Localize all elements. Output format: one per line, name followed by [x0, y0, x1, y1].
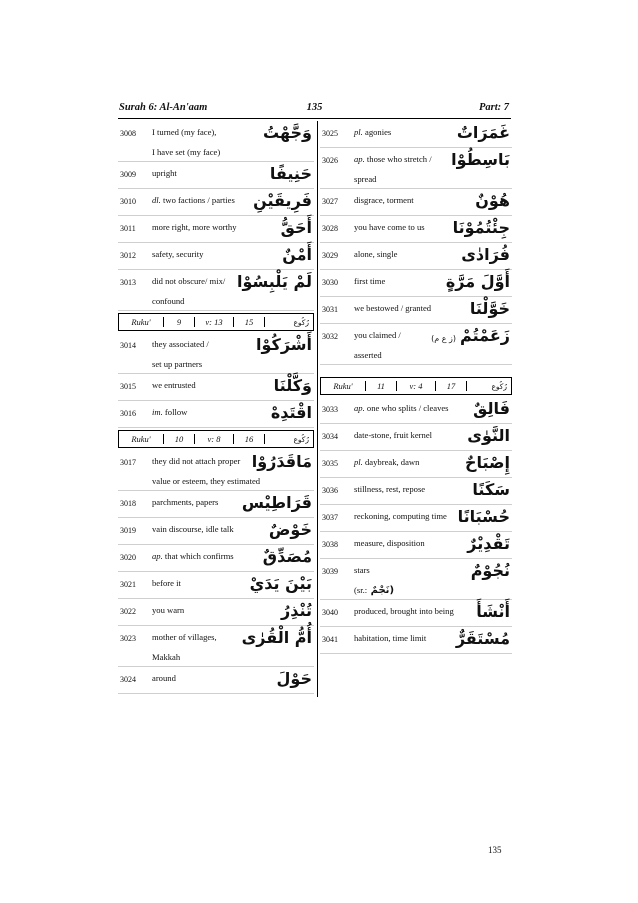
arabic-word: مُسْتَقَرٌّ: [455, 629, 510, 648]
meaning-continuation: [118, 292, 184, 310]
vocab-entry: [320, 216, 512, 243]
ruku-arabic: رُكُوع: [293, 434, 309, 444]
footer-page-number: 135: [488, 845, 502, 855]
arabic-word: زَعَمْتُمْ(ز ع م): [431, 326, 510, 345]
entry-number: 3012: [120, 251, 136, 260]
entry-number: 3018: [120, 499, 136, 508]
ruku-count: 15: [234, 317, 265, 327]
entry-number: 3028: [322, 224, 338, 233]
singular-arabic: نَجْمٌ): [367, 585, 395, 596]
arabic-word: حَوْلَ: [276, 669, 312, 688]
arabic-word: غَمَرَاتٌ: [456, 123, 510, 142]
meaning-text: alone, single: [354, 249, 398, 259]
ruku-arabic: رُكُوع: [293, 317, 309, 327]
meaning-text: produced, brought into being: [354, 606, 454, 616]
arabic-word: النَّوٰى: [467, 426, 510, 445]
vocab-entry: [118, 401, 314, 428]
vocab-entry: [320, 397, 512, 424]
meaning-text: two factions / parties: [163, 195, 235, 205]
vocab-entry: [118, 545, 314, 572]
vocab-entry: [320, 297, 512, 324]
continuation-text: confound: [152, 296, 185, 306]
vocab-entry: [320, 627, 512, 654]
ruku-number: 9: [164, 317, 195, 327]
arabic-word: إِصْبَاحٌ: [464, 453, 510, 472]
root-letters: (ز ع م): [431, 334, 457, 343]
meaning-text: did not obscure/ mix/: [152, 276, 226, 286]
vocab-entry: [118, 450, 314, 491]
arabic-word: حَنِيفًا: [269, 164, 312, 183]
arabic-word: فَرِيقَيْنِ: [253, 191, 312, 210]
meaning-text: you have come to us: [354, 222, 425, 232]
entry-number: 3040: [322, 608, 338, 617]
header-page-number: 135: [306, 102, 323, 113]
meaning-text: daybreak, dawn: [365, 457, 420, 467]
entry-number: 3023: [120, 634, 136, 643]
entry-number: 3019: [120, 526, 136, 535]
ruku-box: [118, 430, 314, 448]
continuation-text: spread: [354, 174, 377, 184]
vocab-entry: [320, 532, 512, 559]
vocab-entry: [118, 518, 314, 545]
part-of-speech: ap.: [152, 551, 163, 561]
meaning-continuation: [118, 355, 202, 373]
vocab-entry: [320, 600, 512, 627]
meaning-text: we entrusted: [152, 380, 196, 390]
meaning-text: around: [152, 673, 176, 683]
vocab-entry: [118, 189, 314, 216]
continuation-text: asserted: [354, 350, 382, 360]
meaning-text: more right, more worthy: [152, 222, 237, 232]
arabic-word: سَكَنًا: [472, 480, 510, 499]
meaning-continuation: [118, 143, 220, 161]
continuation-text: Makkah: [152, 652, 181, 662]
vocab-entry: [118, 121, 314, 162]
arabic-word: أَمْنٌ: [282, 245, 312, 264]
vocab-entry: [320, 505, 512, 532]
vocab-entry: [118, 162, 314, 189]
vocab-entry: [118, 626, 314, 667]
entry-number: 3010: [120, 197, 136, 206]
arabic-word: وَكَّلْنَا: [273, 376, 312, 395]
meaning-continuation: [320, 581, 394, 600]
part-of-speech: im.: [152, 407, 163, 417]
arabic-word: أُمُّ الْقُرٰى: [241, 628, 312, 647]
ruku-label: Ruku': [119, 434, 164, 444]
arabic-word: أَنْشَأَ: [476, 602, 510, 621]
ruku-box: [118, 313, 314, 331]
vocab-entry: [320, 424, 512, 451]
arabic-word: وَجَّهْتُ: [263, 123, 312, 142]
part-of-speech: ap.: [354, 403, 365, 413]
entry-number: 3013: [120, 278, 136, 287]
arabic-word: جِئْتُمُوْنَا: [452, 218, 510, 237]
entry-number: 3025: [322, 129, 338, 138]
meaning-text: one who splits / cleaves: [366, 403, 449, 413]
arabic-word: أَحَقُّ: [280, 218, 312, 237]
meaning-continuation: [118, 648, 180, 666]
entry-number: 3034: [322, 432, 338, 441]
ruku-verses: v: 13: [195, 317, 234, 327]
arabic-word: هُوْنٌ: [475, 191, 510, 210]
ruku-label: Ruku': [119, 317, 164, 327]
meaning-text: first time: [354, 276, 386, 286]
meaning-text: we bestowed / granted: [354, 303, 432, 313]
arabic-word: بَيْنَ يَدَيْ: [249, 574, 312, 593]
continuation-text: (sr.:: [354, 585, 368, 595]
entry-number: 3016: [120, 409, 136, 418]
entry-number: 3017: [120, 458, 136, 467]
arabic-word: قَرَاطِيْس: [241, 493, 312, 512]
vocab-entry: [320, 451, 512, 478]
entry-number: 3011: [120, 224, 136, 233]
meaning-text: habitation, time limit: [354, 633, 427, 643]
meaning-text: disgrace, torment: [354, 195, 414, 205]
meaning-text: measure, disposition: [354, 538, 425, 548]
arabic-word: فَالِقٌ: [473, 399, 510, 418]
arabic-word: أَوَّلَ مَرَّةٍ: [445, 272, 510, 291]
page-header: [118, 100, 511, 119]
meaning-text: follow: [164, 407, 188, 417]
meaning-text: stars: [354, 565, 370, 575]
entry-number: 3039: [322, 567, 338, 576]
entry-number: 3008: [120, 129, 136, 138]
ruku-verses: v: 8: [195, 434, 234, 444]
vocab-entry: [118, 216, 314, 243]
meaning-text: those who stretch /: [366, 154, 432, 164]
entry-number: 3033: [322, 405, 338, 414]
entry-number: 3027: [322, 197, 338, 206]
entry-number: 3024: [120, 675, 136, 684]
entry-number: 3022: [120, 607, 136, 616]
entry-number: 3031: [322, 305, 338, 314]
vocab-entry: [320, 243, 512, 270]
meaning-text: stillness, rest, repose: [354, 484, 426, 494]
vocab-entry: [118, 374, 314, 401]
arabic-word: خَوْضٌ: [268, 520, 312, 539]
part-of-speech: dl.: [152, 195, 161, 205]
continuation-text: value or esteem, they estimated: [152, 476, 261, 486]
entry-number: 3015: [120, 382, 136, 391]
meaning-text: they did not attach proper: [152, 456, 241, 466]
entry-number: 3014: [120, 341, 136, 350]
entry-number: 3030: [322, 278, 338, 287]
entry-number: 3029: [322, 251, 338, 260]
left-column: [118, 121, 314, 694]
ruku-verses: v: 4: [397, 381, 436, 391]
arabic-word: مَاقَدَرُوْا: [251, 452, 312, 471]
vocab-entry: [118, 599, 314, 626]
vocab-entry: [118, 491, 314, 518]
meaning-text: date-stone, fruit kernel: [354, 430, 433, 440]
meaning-text: mother of villages,: [152, 632, 217, 642]
meaning-text: I turned (my face),: [152, 127, 217, 137]
meaning-text: safety, security: [152, 249, 204, 259]
entry-number: 3020: [120, 553, 136, 562]
vocab-entry: [320, 189, 512, 216]
arabic-word: نُجُوْمٌ: [470, 561, 510, 580]
meaning-continuation: [320, 346, 382, 364]
entry-number: 3026: [322, 156, 338, 165]
entry-number: 3035: [322, 459, 338, 468]
ruku-arabic: رُكُوع: [491, 381, 507, 391]
meaning-text: you claimed /: [354, 330, 401, 340]
continuation-text: set up partners: [152, 359, 203, 369]
meaning-continuation: [320, 170, 376, 188]
ruku-box: [320, 377, 512, 395]
arabic-word: فُرَادٰى: [461, 245, 510, 264]
arabic-word: بَاسِطُوْا: [451, 150, 510, 169]
meaning-text: they associated /: [152, 339, 209, 349]
right-column: [320, 121, 512, 654]
part-of-speech: pl.: [354, 127, 363, 137]
vocab-entry: [320, 270, 512, 297]
vocab-entry: [118, 667, 314, 694]
ruku-label: Ruku': [321, 381, 366, 391]
continuation-text: I have set (my face): [152, 147, 221, 157]
vocab-entry: [118, 333, 314, 374]
part-label: Part: 7: [478, 102, 509, 113]
entry-number: 3038: [322, 540, 338, 549]
arabic-word: حُسْبَانًا: [457, 507, 510, 526]
vocab-entry: [320, 148, 512, 189]
arabic-word: خَوَّلْنَا: [469, 299, 510, 318]
arabic-word: تُنْذِرُ: [281, 601, 312, 620]
meaning-text: agonies: [365, 127, 392, 137]
arabic-word: تَقْدِيْرٌ: [467, 534, 510, 553]
vocab-entry: [320, 324, 512, 365]
meaning-text: you warn: [152, 605, 185, 615]
meaning-text: upright: [152, 168, 177, 178]
meaning-text: that which confirms: [164, 551, 234, 561]
part-of-speech: pl.: [354, 457, 363, 467]
entry-number: 3032: [322, 332, 338, 341]
arabic-word: أَشْرَكُوْا: [256, 335, 312, 354]
meaning-text: vain discourse, idle talk: [152, 524, 234, 534]
ruku-count: 16: [234, 434, 265, 444]
vocab-entry: [320, 121, 512, 148]
arabic-word: لَمْ يَلْبِسُوْا: [237, 272, 312, 291]
ruku-number: 10: [164, 434, 195, 444]
vocab-entry: [320, 559, 512, 600]
meaning-text: before it: [152, 578, 181, 588]
entry-number: 3036: [322, 486, 338, 495]
column-divider: [317, 121, 318, 697]
vocab-entry: [118, 243, 314, 270]
meaning-text: reckoning, computing time: [354, 511, 447, 521]
meaning-text: parchments, papers: [152, 497, 219, 507]
meaning-continuation: [118, 472, 260, 490]
vocab-entry: [320, 478, 512, 505]
entry-number: 3041: [322, 635, 338, 644]
entry-number: 3021: [120, 580, 136, 589]
vocab-entry: [118, 270, 314, 311]
part-of-speech: ap.: [354, 154, 365, 164]
entry-number: 3037: [322, 513, 338, 522]
arabic-word: اقْتَدِهْ: [270, 403, 312, 422]
ruku-count: 17: [436, 381, 467, 391]
entry-number: 3009: [120, 170, 136, 179]
vocab-entry: [118, 572, 314, 599]
arabic-word: مُصَدِّقٌ: [262, 547, 312, 566]
surah-title: Surah 6: Al-An'aam: [119, 102, 208, 113]
ruku-number: 11: [366, 381, 397, 391]
